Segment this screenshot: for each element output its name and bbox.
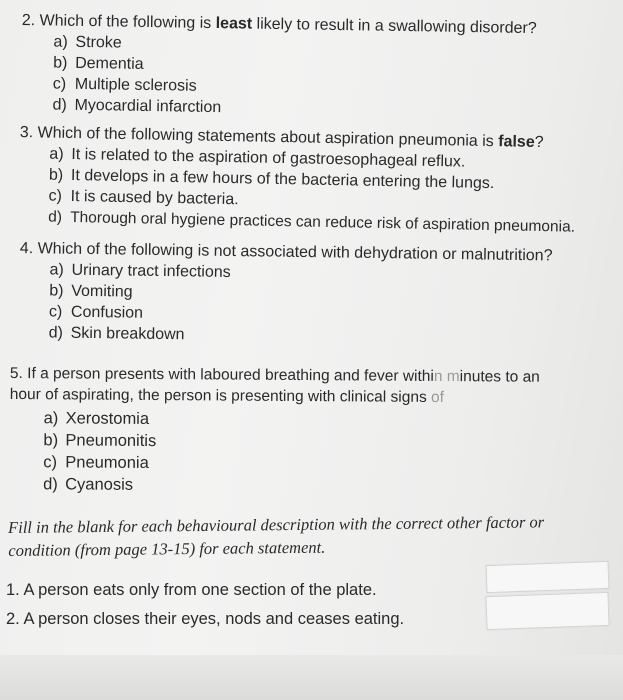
option: c) It is caused by bacteria. (48, 187, 239, 209)
answer-blank-1[interactable] (486, 561, 610, 593)
option: c) Multiple sclerosis (52, 75, 197, 95)
option: b) Dementia (53, 54, 144, 73)
option: c) Pneumonia (43, 453, 149, 472)
option: a) It is related to the aspiration of gastroesophageal reflux. (49, 145, 466, 171)
option: d) Myocardial infarction (52, 96, 222, 117)
question-5-options (43, 407, 540, 498)
answer-blank-2[interactable] (485, 592, 609, 630)
question-4 (19, 238, 553, 350)
fill-in-item-1: 1. A person eats only from one section of the plate. (6, 581, 377, 599)
question-5-stem-line-2: hour of aspirating, the person is presenting with clinical signs of (9, 385, 445, 407)
fill-in-item-2: 2. A person closes their eyes, nods and ceases eating. (6, 610, 405, 628)
question-3-stem: 3. Which of the following statements about aspiration pneumonia is false? (19, 123, 544, 152)
question-2 (20, 10, 537, 123)
question-3 (18, 122, 577, 238)
option: d) Cyanosis (43, 475, 134, 494)
option: a) Xerostomia (43, 409, 150, 428)
option: b) Vomiting (49, 282, 133, 301)
option: b) Pneumonitis (43, 431, 157, 451)
question-4-stem: 4. Which of the following is not associated with dehydration or malnutrition? (19, 239, 553, 265)
fill-in-items (6, 578, 404, 632)
option: c) Confusion (48, 303, 144, 322)
question-4-options (49, 259, 553, 350)
question-2-options (52, 32, 536, 124)
fill-in-instruction: Fill in the blank for each behavioural description with the correct other factor or condition (from page 13-15) for each statement. (8, 512, 545, 560)
option: a) Stroke (53, 33, 122, 52)
option: d) Thorough oral hygiene practices can reduce risk of aspiration pneumonia. (48, 208, 576, 236)
option: a) Urinary tract infections (49, 261, 231, 281)
question-5-stem-line-1: 5. If a person presents with laboured breathing and fever within minutes to an (9, 364, 540, 386)
option: b) It develops in a few hours of the bacteria entering the lungs. (48, 166, 495, 193)
page-bottom-shadow (0, 655, 623, 700)
question-2-stem: 2. Which of the following is least likely to result in a swallowing disorder? (21, 11, 537, 38)
option: d) Skin breakdown (48, 324, 185, 344)
question-3-options (48, 144, 576, 238)
question-5 (9, 363, 540, 499)
